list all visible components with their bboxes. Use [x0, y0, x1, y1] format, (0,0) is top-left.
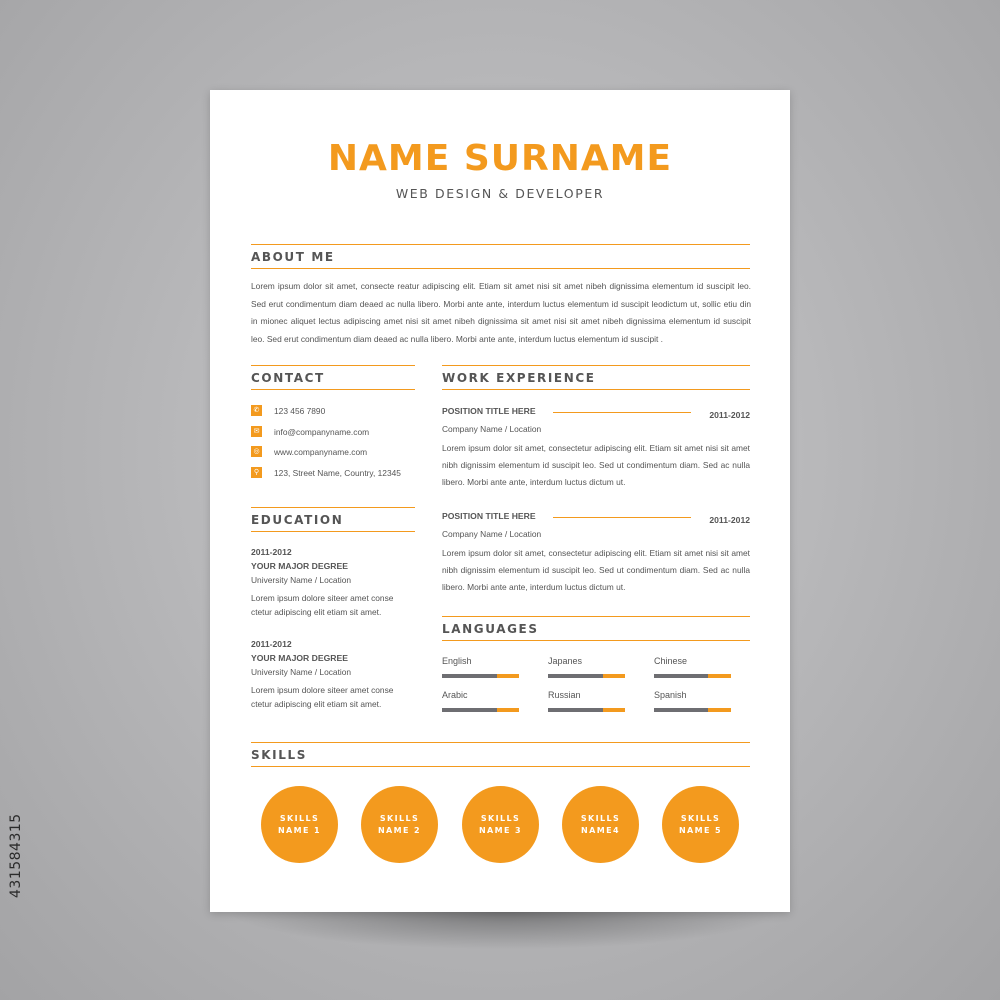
job-divider — [553, 517, 691, 518]
location-pin-icon: ⚲ — [251, 467, 262, 478]
skill-name: NAME 3 — [478, 825, 523, 835]
resume-page — [210, 90, 790, 912]
skill-circle — [261, 786, 338, 863]
job-description: Lorem ipsum dolor sit amet, consectetur adipiscing elit. Etiam sit amet nisi sit amet nibh dignissim elementum id suscipit leo. Sed ut condimentum diam. Sed ac nulla libero. Morbi ante ante, interdum luctus dictum ut. — [442, 443, 750, 487]
work-item — [442, 509, 750, 596]
globe-icon: ◎ — [251, 446, 262, 457]
skill-name: NAME 1 — [277, 825, 322, 835]
skills-section — [251, 742, 750, 767]
language-level-bar — [442, 674, 519, 678]
language-level-fill — [708, 674, 731, 678]
resume-name: NAME SURNAME — [327, 138, 673, 179]
language-name: Russian — [548, 690, 581, 700]
skill-circle — [562, 786, 639, 863]
resume-role: WEB DESIGN & DEVELOPER — [395, 186, 605, 201]
language-item — [548, 689, 625, 701]
about-section — [251, 244, 750, 269]
education-school: University Name / Location — [251, 667, 352, 677]
job-company: Company Name / Location — [442, 529, 542, 539]
contact-website-text: www.companyname.com — [274, 447, 368, 457]
language-level-fill — [497, 708, 519, 712]
contact-address-text: 123, Street Name, Country, 12345 — [274, 468, 401, 478]
education-item — [251, 545, 416, 619]
job-description: Lorem ipsum dolor sit amet, consectetur adipiscing elit. Etiam sit amet nisi sit amet nibh dignissim elementum id suscipit leo. Sed ut condimentum diam. Sed ac nulla libero. Morbi ante ante, interdum luctus dictum ut. — [442, 548, 750, 592]
mail-icon: ✉ — [251, 426, 262, 437]
skill-circle — [662, 786, 739, 863]
contact-heading: CONTACT — [251, 365, 415, 390]
education-description: Lorem ipsum dolore siteer amet conse ctetur adipiscing elit etiam sit amet. — [251, 685, 394, 709]
education-degree: YOUR MAJOR DEGREE — [251, 561, 348, 571]
language-level-bar — [548, 708, 625, 712]
skill-name: NAME 2 — [377, 825, 422, 835]
stock-id-label: 431584315 — [8, 813, 24, 898]
education-degree: YOUR MAJOR DEGREE — [251, 653, 348, 663]
language-item — [548, 655, 625, 667]
language-level-fill — [603, 708, 625, 712]
about-text: Lorem ipsum dolor sit amet, consecte reatur adipiscing elit. Etiam sit amet nisi sit amet nibeh dignissima elementum id suscipit leo. Sed erut condimentum diam deaed ac nulla libero. Morbi ante ante, interdum luctus elementum id suscipit leodictum ut, sollic etiu din in mionec aliquet lectus adipiscing amet nisi sit amet nibeh dignissima sit amet nisi sit amet nibeh dignissima elementum id suscipit leo. Sed erut condimentum diam deaed ac nulla libero. Morbi ante ante, interdum luctus elementum id suscipit . — [251, 281, 751, 344]
phone-icon: ✆ — [251, 405, 262, 416]
job-company: Company Name / Location — [442, 424, 542, 434]
skill-circle — [361, 786, 438, 863]
language-level-fill — [603, 674, 625, 678]
languages-heading: LANGUAGES — [442, 616, 750, 641]
education-heading: EDUCATION — [251, 507, 415, 532]
work-item — [442, 404, 750, 491]
language-level-bar — [548, 674, 625, 678]
job-title: POSITION TITLE HERE — [442, 406, 536, 416]
skill-label: SKILLS — [379, 813, 420, 823]
skill-label: SKILLS — [480, 813, 521, 823]
language-item — [442, 655, 519, 667]
education-section — [251, 507, 415, 532]
job-years: 2011-2012 — [709, 410, 750, 420]
contact-phone-text: 123 456 7890 — [274, 406, 326, 416]
education-year: 2011-2012 — [251, 639, 292, 649]
language-item — [442, 689, 519, 701]
language-name: Arabic — [442, 690, 468, 700]
work-section — [442, 365, 750, 390]
about-heading: ABOUT ME — [251, 244, 750, 269]
skill-name: NAME4 — [581, 825, 620, 835]
skill-label: SKILLS — [279, 813, 320, 823]
education-item — [251, 637, 416, 711]
skill-circle — [462, 786, 539, 863]
skills-heading: SKILLS — [251, 742, 750, 767]
language-level-fill — [497, 674, 519, 678]
job-title: POSITION TITLE HERE — [442, 511, 536, 521]
education-year: 2011-2012 — [251, 547, 292, 557]
skill-name: NAME 5 — [678, 825, 723, 835]
education-school: University Name / Location — [251, 575, 352, 585]
language-level-bar — [442, 708, 519, 712]
language-level-fill — [708, 708, 731, 712]
skill-label: SKILLS — [580, 813, 621, 823]
language-item — [654, 655, 731, 667]
education-description: Lorem ipsum dolore siteer amet conse ctetur adipiscing elit etiam sit amet. — [251, 593, 394, 617]
languages-section — [442, 616, 750, 641]
language-item — [654, 689, 731, 701]
language-name: English — [442, 656, 472, 666]
language-level-bar — [654, 708, 731, 712]
skill-label: SKILLS — [680, 813, 721, 823]
job-years: 2011-2012 — [709, 515, 750, 525]
language-name: Chinese — [654, 656, 688, 666]
contact-section — [251, 365, 415, 390]
language-level-bar — [654, 674, 731, 678]
language-name: Japanes — [548, 656, 583, 666]
work-heading: WORK EXPERIENCE — [442, 365, 750, 390]
contact-email-text: info@companyname.com — [274, 427, 370, 437]
language-name: Spanish — [654, 690, 687, 700]
job-divider — [553, 412, 691, 413]
